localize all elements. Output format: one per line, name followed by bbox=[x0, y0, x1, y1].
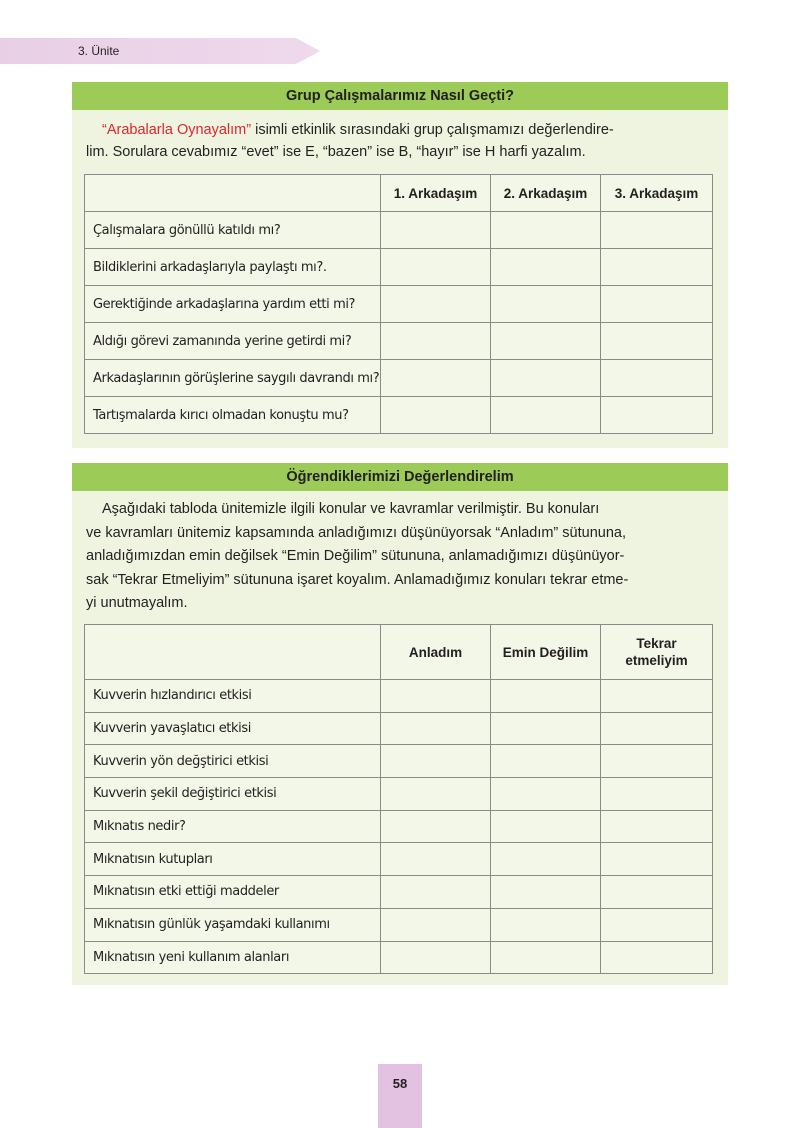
section2-paragraph bbox=[72, 498, 728, 616]
column-header: Emin Değilim bbox=[491, 625, 601, 680]
paragraph-line: anladığımızdan emin değilsek “Emin Değilim” sütununa, anlamadığımızı düşünüyor- bbox=[86, 548, 625, 564]
unit-label: 3. Ünite bbox=[78, 44, 120, 58]
check-cell[interactable] bbox=[491, 778, 601, 811]
answer-cell[interactable] bbox=[601, 360, 713, 397]
paragraph-line: yi unutmayalım. bbox=[86, 595, 188, 611]
check-cell[interactable] bbox=[381, 680, 491, 713]
table-row bbox=[85, 360, 713, 397]
column-header-line: Tekrar bbox=[636, 636, 677, 651]
self-assessment-table bbox=[84, 624, 713, 974]
check-cell[interactable] bbox=[381, 843, 491, 876]
table-row bbox=[85, 778, 713, 811]
check-cell[interactable] bbox=[381, 778, 491, 811]
check-cell[interactable] bbox=[381, 941, 491, 974]
table-row bbox=[85, 810, 713, 843]
question-label: Arkadaşlarının görüşlerine saygılı davrandı mı? bbox=[85, 360, 381, 397]
check-cell[interactable] bbox=[601, 941, 713, 974]
answer-cell[interactable] bbox=[381, 249, 491, 286]
answer-cell[interactable] bbox=[381, 397, 491, 434]
answer-cell[interactable] bbox=[601, 249, 713, 286]
table-row bbox=[85, 876, 713, 909]
page-number-tab bbox=[378, 1064, 422, 1128]
table-row bbox=[85, 745, 713, 778]
check-cell[interactable] bbox=[601, 680, 713, 713]
question-label: Tartışmalarda kırıcı olmadan konuştu mu? bbox=[85, 397, 381, 434]
topic-label: Mıknatısın etki ettiği maddeler bbox=[85, 876, 381, 909]
answer-cell[interactable] bbox=[491, 397, 601, 434]
question-label: Gerektiğinde arkadaşlarına yardım etti mi? bbox=[85, 286, 381, 323]
table-row bbox=[85, 286, 713, 323]
table-row bbox=[85, 941, 713, 974]
topic-label: Kuvverin hızlandırıcı etkisi bbox=[85, 680, 381, 713]
check-cell[interactable] bbox=[601, 843, 713, 876]
table-row bbox=[85, 397, 713, 434]
question-label: Çalışmalara gönüllü katıldı mı? bbox=[85, 212, 381, 249]
check-cell[interactable] bbox=[381, 908, 491, 941]
check-cell[interactable] bbox=[381, 712, 491, 745]
topic-label: Mıknatısın yeni kullanım alanları bbox=[85, 941, 381, 974]
check-cell[interactable] bbox=[601, 876, 713, 909]
paragraph-line: Aşağıdaki tabloda ünitemizle ilgili konular ve kavramlar verilmiştir. Bu konuları bbox=[102, 501, 600, 517]
topic-label: Kuvverin yavaşlatıcı etkisi bbox=[85, 712, 381, 745]
answer-cell[interactable] bbox=[491, 323, 601, 360]
section2-title: Öğrendiklerimizi Değerlendirelim bbox=[72, 463, 728, 491]
check-cell[interactable] bbox=[601, 778, 713, 811]
paragraph-line: sak “Tekrar Etmeliyim” sütununa işaret koyalım. Anlamadığımız konuları tekrar etme- bbox=[86, 571, 629, 588]
table-row bbox=[85, 323, 713, 360]
column-header: Anladım bbox=[381, 625, 491, 680]
table-row bbox=[85, 712, 713, 745]
answer-cell[interactable] bbox=[491, 286, 601, 323]
header-empty bbox=[85, 175, 381, 212]
check-cell[interactable] bbox=[491, 908, 601, 941]
question-label: Bildiklerini arkadaşlarıyla paylaştı mı?. bbox=[85, 249, 381, 286]
answer-cell[interactable] bbox=[601, 397, 713, 434]
column-header-line: etmeliyim bbox=[625, 653, 688, 668]
answer-cell[interactable] bbox=[601, 323, 713, 360]
check-cell[interactable] bbox=[381, 876, 491, 909]
topic-label: Kuvverin yön değştirici etkisi bbox=[85, 745, 381, 778]
check-cell[interactable] bbox=[601, 712, 713, 745]
question-label: Aldığı görevi zamanında yerine getirdi mi? bbox=[85, 323, 381, 360]
header-empty bbox=[85, 625, 381, 680]
check-cell[interactable] bbox=[381, 745, 491, 778]
check-cell[interactable] bbox=[491, 876, 601, 909]
activity-name: “Arabalarla Oynayalım” bbox=[102, 122, 252, 138]
topic-label: Mıknatısın günlük yaşamdaki kullanımı bbox=[85, 908, 381, 941]
check-cell[interactable] bbox=[491, 680, 601, 713]
check-cell[interactable] bbox=[601, 908, 713, 941]
paragraph-line: ve kavramları ünitemiz kapsamında anladığımızı düşünüyorsak “Anladım” sütununa, bbox=[86, 524, 626, 541]
table-row bbox=[85, 680, 713, 713]
intro-line1: isimli etkinlik sırasındaki grup çalışmamızı değerlendire- bbox=[251, 122, 614, 138]
section1-title: Grup Çalışmalarımız Nasıl Geçti? bbox=[72, 82, 728, 110]
check-cell[interactable] bbox=[381, 810, 491, 843]
answer-cell[interactable] bbox=[491, 249, 601, 286]
self-assessment-panel bbox=[72, 463, 728, 985]
check-cell[interactable] bbox=[491, 810, 601, 843]
check-cell[interactable] bbox=[491, 745, 601, 778]
page-number: 58 bbox=[392, 1076, 408, 1091]
table-row bbox=[85, 843, 713, 876]
intro-line2: lim. Sorulara cevabımız “evet” ise E, “bazen” ise B, “hayır” ise H harfi yazalım. bbox=[86, 144, 586, 160]
answer-cell[interactable] bbox=[601, 286, 713, 323]
column-header: 3. Arkadaşım bbox=[601, 175, 713, 212]
answer-cell[interactable] bbox=[601, 212, 713, 249]
check-cell[interactable] bbox=[601, 810, 713, 843]
unit-tab bbox=[0, 38, 320, 64]
check-cell[interactable] bbox=[601, 745, 713, 778]
check-cell[interactable] bbox=[491, 712, 601, 745]
answer-cell[interactable] bbox=[381, 323, 491, 360]
answer-cell[interactable] bbox=[491, 212, 601, 249]
topic-label: Mıknatıs nedir? bbox=[85, 810, 381, 843]
table-row bbox=[85, 212, 713, 249]
check-cell[interactable] bbox=[491, 941, 601, 974]
answer-cell[interactable] bbox=[381, 286, 491, 323]
topic-label: Kuvverin şekil değiştirici etkisi bbox=[85, 778, 381, 811]
column-header: 1. Arkadaşım bbox=[381, 175, 491, 212]
column-header: 2. Arkadaşım bbox=[491, 175, 601, 212]
table-header-row bbox=[85, 175, 713, 212]
answer-cell[interactable] bbox=[491, 360, 601, 397]
group-evaluation-panel bbox=[72, 82, 728, 448]
answer-cell[interactable] bbox=[381, 212, 491, 249]
column-header bbox=[601, 625, 713, 680]
table-header-row bbox=[85, 625, 713, 680]
table-row bbox=[85, 908, 713, 941]
check-cell[interactable] bbox=[491, 843, 601, 876]
table-row bbox=[85, 249, 713, 286]
answer-cell[interactable] bbox=[381, 360, 491, 397]
topic-label: Mıknatısın kutupları bbox=[85, 843, 381, 876]
group-evaluation-table bbox=[84, 174, 713, 434]
section1-intro bbox=[72, 119, 728, 163]
